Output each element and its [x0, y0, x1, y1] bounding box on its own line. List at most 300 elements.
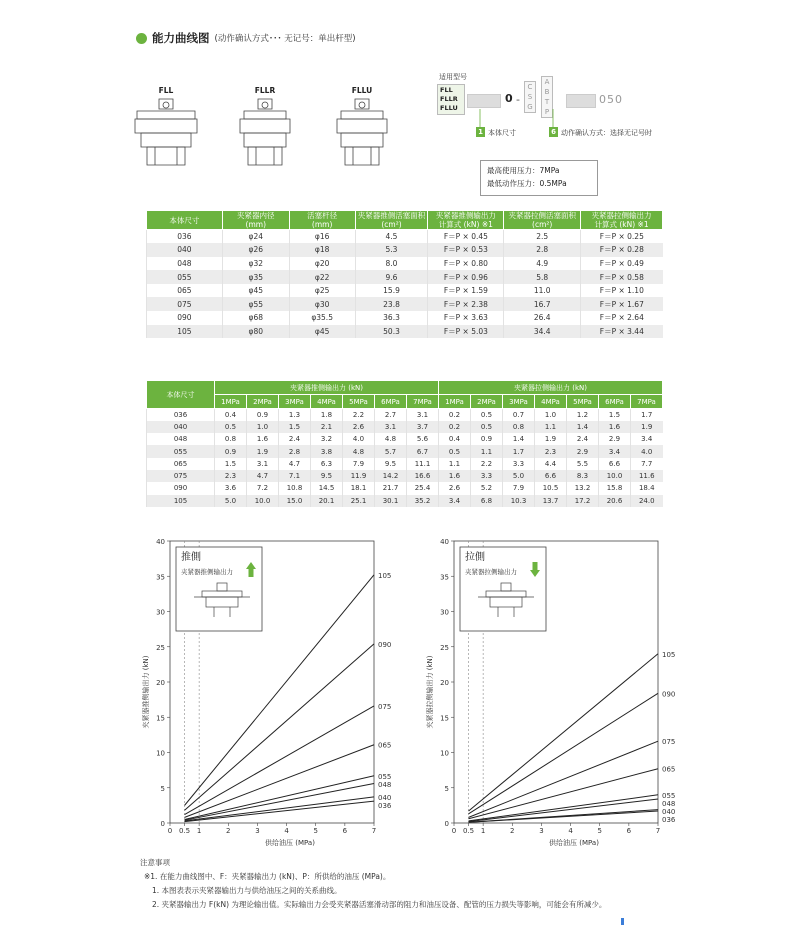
y-axis-label: 夹紧器推侧输出力 (kN) — [142, 655, 150, 729]
x-tick-label: 1 — [480, 827, 486, 835]
table-cell: F＝P × 2.64 — [581, 311, 663, 325]
table-cell: 0.9 — [215, 445, 247, 457]
y-tick-label: 25 — [440, 643, 449, 652]
x-tick-label: 7 — [371, 827, 377, 835]
table-cell: φ32 — [222, 257, 289, 271]
min-pressure: 最低动作压力：0.5MPa — [487, 179, 567, 188]
table-cell: φ35 — [222, 270, 289, 284]
table-row — [147, 257, 663, 271]
table-cell: F＝P × 0.96 — [428, 270, 504, 284]
y-tick-label: 10 — [156, 749, 165, 758]
table-cell: 20.6 — [599, 495, 631, 507]
badge-6-text: 动作确认方式：选择无记号时 — [561, 129, 652, 137]
series-label-040: 040 — [662, 807, 676, 816]
y-tick-label: 20 — [156, 679, 165, 687]
table-cell: 3.1 — [407, 409, 439, 421]
badge-6: 6 — [549, 127, 558, 137]
table-cell: 17.2 — [567, 495, 599, 507]
table-cell: 1.1 — [535, 421, 567, 433]
series-label-036: 036 — [662, 815, 676, 824]
table-cell: 065 — [147, 284, 223, 298]
series-line-055 — [185, 776, 374, 820]
table-cell: 0.4 — [215, 409, 247, 421]
variant-fll — [131, 86, 201, 181]
spec-header: 夹紧器拉侧输出力 计算式 (kN) ※1 — [581, 211, 663, 230]
table-cell: 11.0 — [504, 284, 581, 298]
table-cell: φ16 — [289, 230, 355, 244]
table-cell: φ45 — [289, 325, 355, 339]
table-cell: 040 — [147, 243, 223, 257]
table-cell: 1.6 — [247, 433, 279, 445]
pressure-header: 3MPa — [279, 395, 311, 409]
table-cell: 7.9 — [503, 482, 535, 494]
table-cell: 0.9 — [471, 433, 503, 445]
table-cell: 0.4 — [439, 433, 471, 445]
table-cell: 055 — [147, 445, 215, 457]
pressure-header: 4MPa — [535, 395, 567, 409]
pressure-header: 2MPa — [247, 395, 279, 409]
table-cell: 2.7 — [375, 409, 407, 421]
pressure-info — [480, 160, 598, 196]
notes — [140, 856, 606, 912]
y-tick-label: 30 — [440, 608, 449, 617]
table-cell: 9.6 — [355, 270, 428, 284]
table-cell: 7.2 — [247, 482, 279, 494]
table-cell: 1.6 — [599, 421, 631, 433]
series-line-105 — [469, 654, 658, 811]
table-cell: 105 — [147, 325, 223, 339]
table-cell: 15.0 — [279, 495, 311, 507]
table-cell: 4.7 — [279, 458, 311, 470]
table-cell: 1.5 — [279, 421, 311, 433]
series-line-036 — [185, 801, 374, 821]
pressure-header: 7MPa — [407, 395, 439, 409]
series-line-048 — [469, 799, 658, 822]
y-tick-label: 0 — [444, 820, 449, 828]
table-cell: 7.1 — [279, 470, 311, 482]
pressure-header: 3MPa — [503, 395, 535, 409]
y-tick-label: 5 — [444, 784, 449, 793]
option-letter: P — [544, 108, 550, 116]
table-cell: 1.1 — [439, 458, 471, 470]
table-cell: φ35.5 — [289, 311, 355, 325]
table-row — [147, 284, 663, 298]
code-zero: 0 — [505, 92, 513, 105]
table-cell: 3.2 — [311, 433, 343, 445]
y-tick-label: 15 — [156, 714, 165, 723]
table-cell: 13.2 — [567, 482, 599, 494]
code-connector-lines — [437, 72, 717, 142]
page-marker — [621, 918, 624, 925]
series-label-105: 105 — [662, 650, 676, 659]
table-cell: 3.6 — [215, 482, 247, 494]
table-cell: 075 — [147, 297, 223, 311]
table-cell: 6.6 — [599, 458, 631, 470]
table-cell: 2.2 — [471, 458, 503, 470]
table-cell: 11.9 — [343, 470, 375, 482]
table-cell: F＝P × 2.38 — [428, 297, 504, 311]
table-cell: 4.8 — [375, 433, 407, 445]
series-item: FLLU — [440, 104, 458, 112]
table-cell: F＝P × 0.28 — [581, 243, 663, 257]
series-item: FLLR — [440, 95, 458, 103]
y-axis-label: 夹紧器拉侧输出力 (kN) — [426, 655, 434, 729]
y-tick-label: 0 — [160, 820, 165, 828]
y-tick-label: 30 — [156, 608, 165, 617]
option-letter: S — [527, 93, 533, 101]
option-letter: G — [527, 103, 533, 111]
table-cell: F＝P × 1.10 — [581, 284, 663, 298]
force-push-header: 夹紧器推侧输出力 (kN) — [215, 381, 439, 395]
table-cell: 24.0 — [631, 495, 663, 507]
table-cell: φ55 — [222, 297, 289, 311]
table-cell: 1.3 — [279, 409, 311, 421]
series-label-036: 036 — [378, 801, 392, 810]
x-axis-label: 供给油压 (MPa) — [549, 839, 599, 847]
series-line-040 — [185, 797, 374, 821]
y-tick-label: 5 — [160, 784, 165, 793]
pressure-header: 5MPa — [567, 395, 599, 409]
x-tick-label: 3 — [539, 827, 544, 835]
applicable-label: 适用型号 — [439, 73, 467, 81]
table-cell: 0.2 — [439, 409, 471, 421]
table-cell: 2.9 — [599, 433, 631, 445]
table-cell: 4.0 — [631, 445, 663, 457]
table-cell: 20.1 — [311, 495, 343, 507]
series-label-105: 105 — [378, 571, 392, 580]
table-cell: 1.0 — [535, 409, 567, 421]
title-main: 能力曲线图 — [152, 31, 210, 45]
table-cell: 0.8 — [215, 433, 247, 445]
table-cell: 7.9 — [343, 458, 375, 470]
table-cell: 1.7 — [503, 445, 535, 457]
table-cell: 50.3 — [355, 325, 428, 339]
table-cell: 055 — [147, 270, 223, 284]
table-cell: 3.4 — [599, 445, 631, 457]
table-cell: 6.3 — [311, 458, 343, 470]
table-cell: φ25 — [289, 284, 355, 298]
table-cell: 4.4 — [535, 458, 567, 470]
x-tick-label: 5 — [597, 827, 602, 835]
table-cell: 5.0 — [503, 470, 535, 482]
y-tick-label: 15 — [440, 714, 449, 723]
table-cell: 5.0 — [215, 495, 247, 507]
table-cell: φ18 — [289, 243, 355, 257]
y-tick-label: 10 — [440, 749, 449, 758]
table-cell: 1.9 — [631, 421, 663, 433]
table-cell: 9.5 — [375, 458, 407, 470]
table-cell: 2.6 — [439, 482, 471, 494]
table-cell: F＝P × 5.03 — [428, 325, 504, 339]
table-cell: 6.6 — [535, 470, 567, 482]
table-cell: 2.8 — [504, 243, 581, 257]
table-cell: 23.8 — [355, 297, 428, 311]
force-pull-header: 夹紧器拉侧输出力 (kN) — [439, 381, 663, 395]
table-cell: 4.5 — [355, 230, 428, 244]
table-cell: 090 — [147, 482, 215, 494]
table-cell: 6.7 — [407, 445, 439, 457]
inset-title: 拉側 — [465, 552, 485, 563]
table-cell: 040 — [147, 421, 215, 433]
table-cell: F＝P × 0.49 — [581, 257, 663, 271]
force-pressure-row — [147, 395, 663, 409]
table-cell: 0.5 — [471, 421, 503, 433]
table-cell: 10.5 — [535, 482, 567, 494]
table-row — [147, 230, 663, 244]
table-cell: 1.4 — [503, 433, 535, 445]
x-tick-label: 1 — [196, 827, 202, 835]
table-cell: 3.7 — [407, 421, 439, 433]
x-tick-label: 3 — [255, 827, 260, 835]
series-label-065: 065 — [378, 741, 392, 750]
table-cell: 10.0 — [599, 470, 631, 482]
option-letter: B — [544, 88, 550, 96]
x-axis-label: 供给油压 (MPa) — [265, 839, 315, 847]
force-table-body — [147, 409, 663, 507]
table-cell: 21.7 — [375, 482, 407, 494]
table-cell: 105 — [147, 495, 215, 507]
table-cell: 10.3 — [503, 495, 535, 507]
option-letter: A — [544, 78, 550, 86]
table-cell: 090 — [147, 311, 223, 325]
table-cell: 5.7 — [375, 445, 407, 457]
spec-header: 夹紧器拉侧活塞面积 (cm²) — [504, 211, 581, 230]
pressure-header: 7MPa — [631, 395, 663, 409]
table-cell: 036 — [147, 230, 223, 244]
table-cell: 15.9 — [355, 284, 428, 298]
series-label-075: 075 — [662, 738, 676, 747]
table-cell: 18.1 — [343, 482, 375, 494]
x-tick-label: 0.5 — [179, 827, 191, 835]
table-cell: 11.6 — [631, 470, 663, 482]
table-row — [147, 311, 663, 325]
badge-1-text: 本体尺寸 — [488, 129, 516, 137]
bullet-icon — [136, 33, 147, 44]
table-cell: 075 — [147, 470, 215, 482]
x-tick-label: 4 — [568, 827, 573, 835]
table-row — [147, 325, 663, 339]
y-tick-label: 40 — [440, 538, 449, 546]
y-tick-label: 35 — [440, 573, 449, 582]
table-cell: 5.3 — [355, 243, 428, 257]
x-tick-label: 0 — [167, 827, 173, 835]
table-cell: 3.4 — [631, 433, 663, 445]
table-cell: 5.6 — [407, 433, 439, 445]
series-label-055: 055 — [378, 772, 392, 781]
table-cell: 2.4 — [567, 433, 599, 445]
variant-label: FLLR — [254, 86, 276, 95]
pressure-header: 4MPa — [311, 395, 343, 409]
x-tick-label: 4 — [284, 827, 289, 835]
notes-heading: 注意事项 — [140, 858, 170, 867]
y-tick-label: 20 — [440, 679, 449, 687]
table-cell: 4.9 — [504, 257, 581, 271]
table-cell: 18.4 — [631, 482, 663, 494]
table-cell: 2.2 — [343, 409, 375, 421]
series-label-055: 055 — [662, 791, 676, 800]
spec-header: 活塞杆径 (mm) — [289, 211, 355, 230]
spec-header: 夹紧器推侧活塞面积 (cm²) — [355, 211, 428, 230]
table-cell: φ30 — [289, 297, 355, 311]
series-label-048: 048 — [378, 780, 392, 789]
clamp-fllu-icon — [327, 97, 397, 177]
spec-header: 本体尺寸 — [147, 211, 223, 230]
series-line-075 — [469, 741, 658, 817]
inset-label: 夹紧器推侧输出力 — [181, 568, 233, 576]
table-cell: 1.2 — [567, 409, 599, 421]
table-cell: 2.9 — [567, 445, 599, 457]
pressure-header: 2MPa — [471, 395, 503, 409]
table-cell: 2.4 — [279, 433, 311, 445]
clamp-fllr-icon — [230, 97, 300, 177]
x-tick-label: 7 — [655, 827, 661, 835]
table-cell: 4.7 — [247, 470, 279, 482]
table-cell: 16.7 — [504, 297, 581, 311]
table-cell: 14.5 — [311, 482, 343, 494]
pressure-header: 6MPa — [599, 395, 631, 409]
variant-label: FLLU — [351, 86, 373, 95]
x-tick-label: 2 — [510, 827, 515, 835]
table-cell: 065 — [147, 458, 215, 470]
table-cell: 2.3 — [535, 445, 567, 457]
table-cell: F＝P × 1.67 — [581, 297, 663, 311]
table-cell: 1.0 — [247, 421, 279, 433]
table-row — [147, 433, 663, 445]
table-cell: 4.0 — [343, 433, 375, 445]
table-cell: 3.3 — [503, 458, 535, 470]
table-cell: 0.7 — [503, 409, 535, 421]
table-cell: 2.8 — [279, 445, 311, 457]
pressure-header: 1MPa — [439, 395, 471, 409]
table-cell: 7.7 — [631, 458, 663, 470]
table-cell: 048 — [147, 257, 223, 271]
model-code — [437, 72, 717, 142]
table-cell: 34.4 — [504, 325, 581, 339]
variant-fllu — [327, 86, 397, 181]
table-cell: 0.5 — [471, 409, 503, 421]
table-cell: 2.1 — [311, 421, 343, 433]
table-cell: φ80 — [222, 325, 289, 339]
table-cell: 1.5 — [599, 409, 631, 421]
table-cell: 1.8 — [311, 409, 343, 421]
note-line: 2. 夹紧器输出力 F(kN) 为理论输出值。实际输出力会受夹紧器活塞滑动部的阻力和油压设备、配管的压力损失等影响，可能会有所减少。 — [152, 900, 607, 909]
table-cell: 8.0 — [355, 257, 428, 271]
table-cell: 3.1 — [247, 458, 279, 470]
series-label-048: 048 — [662, 799, 676, 808]
table-cell: 2.5 — [504, 230, 581, 244]
table-cell: 36.3 — [355, 311, 428, 325]
y-tick-label: 25 — [156, 643, 165, 652]
table-cell: 10.8 — [279, 482, 311, 494]
table-cell: F＝P × 0.80 — [428, 257, 504, 271]
table-cell: 3.4 — [439, 495, 471, 507]
x-tick-label: 6 — [626, 827, 632, 835]
spec-header: 夹紧器推侧输出力 计算式 (kN) ※1 — [428, 211, 504, 230]
x-tick-label: 2 — [226, 827, 231, 835]
table-cell: F＝P × 0.58 — [581, 270, 663, 284]
series-line-075 — [185, 706, 374, 815]
table-cell: φ26 — [222, 243, 289, 257]
table-cell: F＝P × 3.44 — [581, 325, 663, 339]
table-cell: F＝P × 0.25 — [581, 230, 663, 244]
table-cell: φ68 — [222, 311, 289, 325]
code-tail: 050 — [599, 93, 623, 106]
inset-label: 夹紧器拉侧输出力 — [465, 568, 517, 576]
table-cell: 1.1 — [471, 445, 503, 457]
x-tick-label: 0.5 — [463, 827, 475, 835]
table-cell: 16.6 — [407, 470, 439, 482]
table-cell: 8.3 — [567, 470, 599, 482]
y-tick-label: 35 — [156, 573, 165, 582]
table-cell: φ22 — [289, 270, 355, 284]
table-cell: 3.3 — [471, 470, 503, 482]
table-cell: 0.5 — [215, 421, 247, 433]
table-cell: 3.8 — [311, 445, 343, 457]
table-cell: 1.7 — [631, 409, 663, 421]
table-cell: F＝P × 1.59 — [428, 284, 504, 298]
series-line-065 — [185, 745, 374, 818]
series-line-048 — [185, 784, 374, 821]
pull-force-chart — [420, 532, 690, 850]
table-cell: φ24 — [222, 230, 289, 244]
table-cell: 4.8 — [343, 445, 375, 457]
table-cell: 11.1 — [407, 458, 439, 470]
series-label-065: 065 — [662, 765, 676, 774]
table-row — [147, 270, 663, 284]
table-cell: 0.2 — [439, 421, 471, 433]
table-row — [147, 458, 663, 470]
pressure-header: 5MPa — [343, 395, 375, 409]
table-cell: 1.5 — [215, 458, 247, 470]
note-line: ※1. 在能力曲线图中、F：夹紧器输出力 (kN)、P：所供给的油压 (MPa)。 — [144, 872, 391, 881]
section-title — [136, 30, 356, 46]
table-cell: 10.0 — [247, 495, 279, 507]
badge-1: 1 — [476, 127, 485, 137]
table-row — [147, 421, 663, 433]
table-row — [147, 243, 663, 257]
table-cell: 9.5 — [311, 470, 343, 482]
table-cell: 036 — [147, 409, 215, 421]
table-cell: 3.1 — [375, 421, 407, 433]
option-letter: T — [544, 98, 550, 106]
title-sub: (动作确认方式･･･ 无记号：单出杆型) — [214, 34, 356, 44]
table-cell: φ45 — [222, 284, 289, 298]
arrow-shaft — [249, 569, 254, 577]
table-cell: 35.2 — [407, 495, 439, 507]
table-row — [147, 409, 663, 421]
variant-label: FLL — [158, 86, 174, 95]
series-label-090: 090 — [378, 640, 392, 649]
table-row — [147, 495, 663, 507]
force-table — [146, 380, 663, 507]
spec-table — [146, 210, 663, 338]
arrow-shaft — [533, 562, 538, 570]
table-cell: 5.8 — [504, 270, 581, 284]
series-item: FLL — [440, 86, 453, 94]
x-tick-label: 5 — [313, 827, 318, 835]
table-cell: 15.8 — [599, 482, 631, 494]
table-cell: 1.4 — [567, 421, 599, 433]
code-dash: - — [516, 93, 520, 106]
table-cell: F＝P × 0.45 — [428, 230, 504, 244]
note-line: 1. 本图表表示夹紧器输出力与供给油压之间的关系曲线。 — [152, 886, 342, 895]
table-cell: F＝P × 3.63 — [428, 311, 504, 325]
clamp-fll-icon — [131, 97, 201, 177]
table-cell: 1.6 — [439, 470, 471, 482]
push-force-chart — [136, 532, 406, 850]
table-cell: 0.9 — [247, 409, 279, 421]
table-cell: 0.5 — [439, 445, 471, 457]
